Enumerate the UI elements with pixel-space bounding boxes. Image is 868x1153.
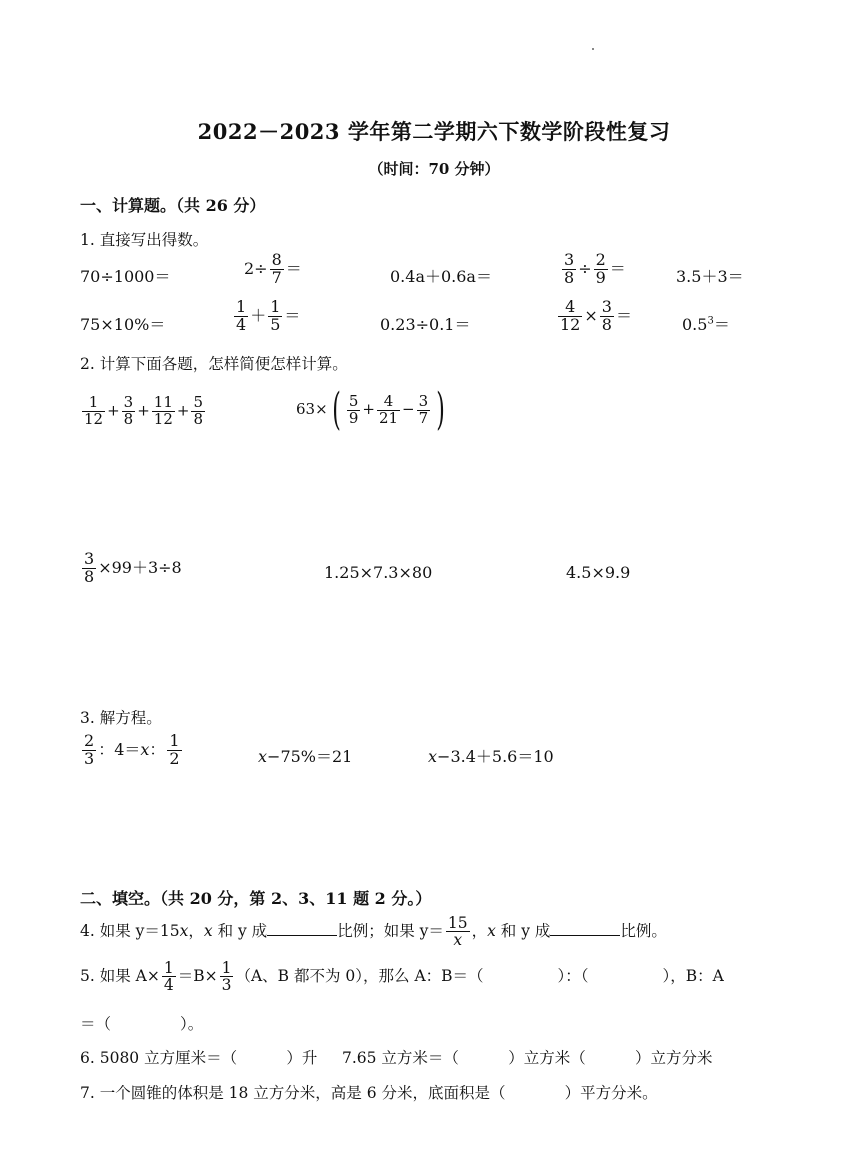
- q2-expr-4: 1.25×7.3×80: [324, 563, 433, 582]
- q1-r2-b: $\frac{1}{4}$ ＋ $\frac{1}{5}$ ＝: [236, 297, 301, 334]
- q1-r1-a: 70÷1000＝: [80, 267, 171, 286]
- section2-heading: 二、填空。（共 20 分，第 2、3、11 题 2 分。）: [80, 889, 432, 908]
- q1-r1-c: 0.4a＋0.6a＝: [390, 267, 492, 286]
- q6: 6. 5080 立方厘米＝（ ）升 7.65 立方米＝（ ）立方米（ ）立方分米: [80, 1049, 713, 1067]
- q4: 4. 如果 y＝15x，x 和 y 成 比例；如果 y＝ $\frac{15}{x}$ ，x 和 y 成 比例。: [80, 914, 667, 950]
- q1-r1-b: 2÷ $\frac{8}{7}$ ＝: [244, 250, 302, 287]
- speck-mark: [592, 48, 594, 50]
- q2-expr-1: $\frac{1}{12}$ + $\frac{3}{8}$ + $\frac{11}{12}$ + $\frac{5}{8}$: [84, 393, 204, 428]
- q1-r2-c: 0.23÷0.1＝: [380, 315, 471, 334]
- q1-r2-e: $0.5^3=$: [682, 315, 730, 334]
- q3-eq-2: x−75%＝21: [258, 747, 353, 766]
- q3-eq-3: x−3.4＋5.6＝10: [428, 747, 554, 766]
- q7: 7. 一个圆锥的体积是 18 立方分米，高是 6 分米，底面积是（ ）平方分米。: [80, 1084, 658, 1102]
- q1-label: 1. 直接写出得数。: [80, 231, 209, 249]
- q1-r1-d: $\frac{3}{8}$ ÷ $\frac{2}{9}$ ＝: [564, 250, 626, 287]
- q3-eq-1: $\frac{2}{3}$ ：4＝x： $\frac{1}{2}$: [84, 731, 180, 768]
- q2-expr-2: 63×( $\frac{5}{9}$ + $\frac{4}{21}$ − $\frac{3}{7}$ ): [296, 384, 446, 435]
- q5: 5. 如果 A× $\frac{1}{4}$ ＝B× $\frac{1}{3}$ （A、B 都不为 0），那么 A：B＝（ ）：（ ），B：A: [80, 959, 724, 995]
- time-note: （时间：70 分钟）: [368, 160, 500, 178]
- q1-r2-d: $\frac{4}{12}$ × $\frac{3}{8}$ ＝: [560, 297, 632, 334]
- q2-expr-3: $\frac{3}{8}$ ×99＋3÷8: [84, 549, 182, 586]
- q1-r2-a: 75×10%＝: [80, 315, 166, 334]
- q1-r1-e: 3.5＋3＝: [676, 267, 744, 286]
- q2-label: 2. 计算下面各题，怎样简便怎样计算。: [80, 355, 348, 373]
- page-title: 2022－2023 学年第二学期六下数学阶段性复习: [197, 119, 671, 144]
- section1-heading: 一、计算题。（共 26 分）: [80, 196, 266, 215]
- q5-line2: ＝（ ）。: [80, 1015, 204, 1033]
- q3-label: 3. 解方程。: [80, 709, 162, 727]
- q2-expr-5: 4.5×9.9: [566, 563, 631, 582]
